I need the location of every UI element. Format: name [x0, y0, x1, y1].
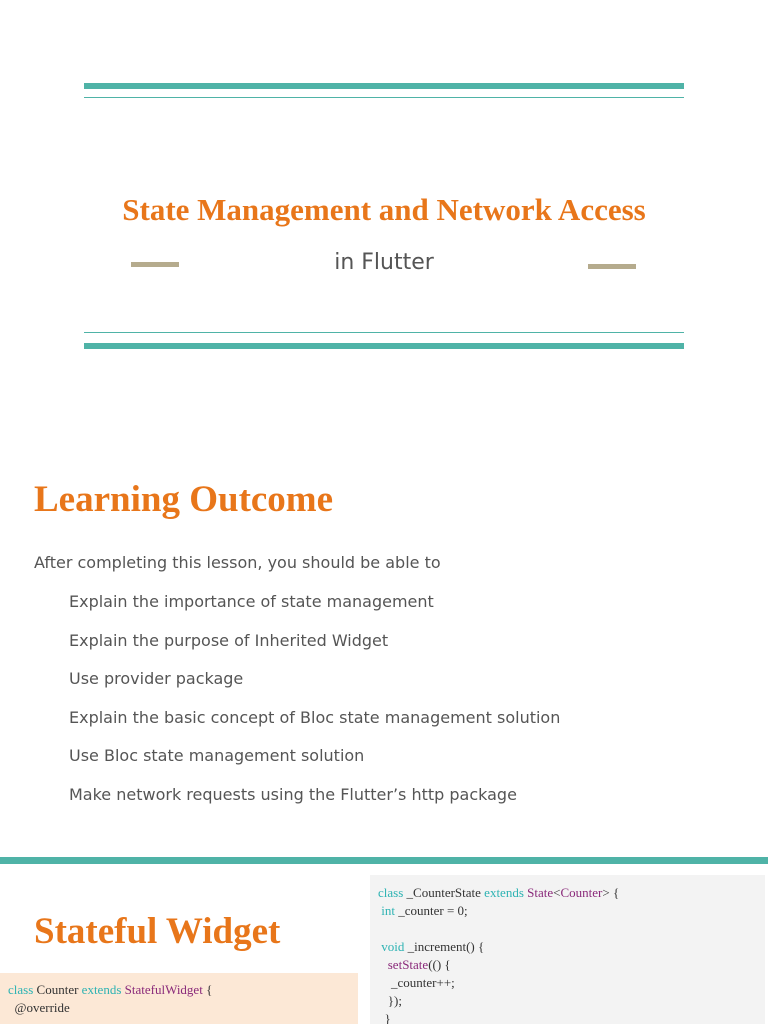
code-text: (() {: [428, 957, 451, 972]
code-keyword: extends: [81, 982, 122, 997]
code-snippet: [0, 973, 358, 1017]
presentation-subtitle: in Flutter: [334, 250, 434, 275]
code-type: State: [523, 885, 554, 900]
top-thin-rule: [84, 97, 684, 98]
code-text: <: [553, 885, 561, 900]
counter-widget-code-block: [0, 973, 358, 1024]
code-keyword: class: [8, 982, 34, 997]
code-text: > {: [602, 885, 620, 900]
learning-outcome-heading: Learning Outcome: [34, 479, 334, 520]
code-text: });: [378, 993, 402, 1008]
right-dash-decoration: [588, 264, 636, 269]
code-type: StatefulWidget: [121, 982, 203, 997]
stateful-widget-top-bar: [0, 857, 768, 864]
code-keyword: void: [378, 939, 405, 954]
top-thick-rule: [84, 83, 684, 89]
learning-outcome-list: [69, 592, 749, 832]
code-text: _counter++;: [378, 975, 455, 990]
code-text: Counter: [33, 982, 82, 997]
code-function: setState: [378, 957, 429, 972]
list-item: Use Bloc state management solution: [69, 746, 365, 765]
learning-outcome-slide: [0, 428, 768, 856]
list-item: Explain the basic concept of Bloc state management solution: [69, 708, 561, 727]
title-slide: [0, 0, 768, 428]
bottom-thin-rule: [84, 332, 684, 333]
code-text: }: [378, 1011, 391, 1024]
code-text: @override: [8, 1000, 70, 1015]
stateful-widget-heading: Stateful Widget: [34, 911, 281, 952]
counter-state-code-block: [370, 875, 765, 1024]
presentation-title: State Management and Network Access: [122, 192, 646, 227]
list-item: Explain the purpose of Inherited Widget: [69, 631, 389, 650]
code-text: _increment() {: [404, 939, 485, 954]
list-item: Explain the importance of state management: [69, 592, 434, 611]
learning-outcome-intro: After completing this lesson, you should be able to: [34, 553, 441, 572]
code-snippet: [370, 875, 765, 1024]
list-item: Make network requests using the Flutter’s http package: [69, 785, 517, 804]
code-text: _CounterState: [403, 885, 485, 900]
code-text: _counter = 0;: [394, 903, 468, 918]
bottom-thick-rule: [84, 343, 684, 349]
list-item: Use provider package: [69, 669, 244, 688]
code-text: {: [202, 982, 213, 997]
code-keyword: extends: [484, 885, 524, 900]
code-keyword: class: [378, 885, 404, 900]
code-keyword: int: [378, 903, 395, 918]
code-type: Counter: [560, 885, 603, 900]
